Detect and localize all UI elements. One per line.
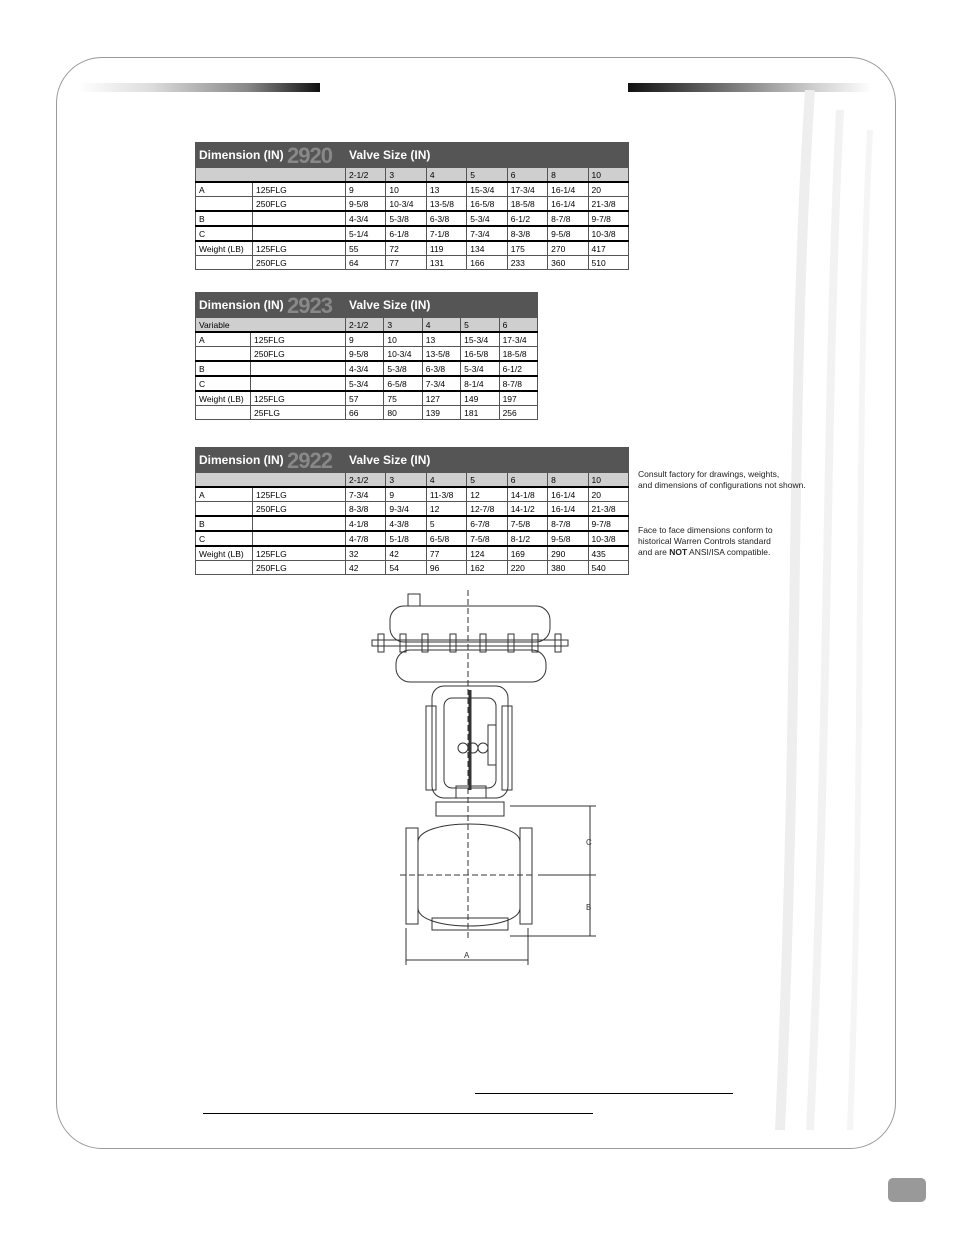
value-cell: 13-5/8 <box>422 347 460 362</box>
value-cell: 9-5/8 <box>548 531 588 546</box>
value-cell: 5-3/8 <box>384 361 422 376</box>
dimension-header <box>196 448 346 473</box>
size-cell: 4 <box>426 473 466 488</box>
value-cell: 290 <box>548 546 588 561</box>
value-cell: 72 <box>386 241 426 256</box>
size-cell: 2-1/2 <box>346 318 384 333</box>
value-cell: 42 <box>346 561 386 575</box>
dimension-title: Dimension (IN) <box>199 452 284 467</box>
valve-size-header: Valve Size (IN) <box>346 293 538 318</box>
value-cell: 66 <box>346 406 384 420</box>
value-cell: 17-3/4 <box>507 182 547 197</box>
value-cell: 233 <box>507 256 547 270</box>
value-cell: 9-5/8 <box>548 226 588 241</box>
value-cell: 13-5/8 <box>426 197 466 212</box>
sizes-row <box>196 473 629 488</box>
value-cell: 417 <box>588 241 628 256</box>
table-row <box>196 256 629 270</box>
value-cell: 8-7/8 <box>548 211 588 226</box>
size-cell: 5 <box>467 168 507 183</box>
value-cell: 5-1/4 <box>346 226 386 241</box>
dimension-title: Dimension (IN) <box>199 297 284 312</box>
flange-cell <box>253 531 346 546</box>
value-cell: 10-3/4 <box>386 197 426 212</box>
value-cell: 10 <box>384 332 422 347</box>
flange-cell: 125FLG <box>253 241 346 256</box>
dimension-cell: Weight (LB) <box>196 391 251 406</box>
value-cell: 9-5/8 <box>346 197 386 212</box>
value-cell: 6-1/2 <box>499 361 537 376</box>
value-cell: 16-5/8 <box>467 197 507 212</box>
value-cell: 9-3/4 <box>386 502 426 517</box>
dimension-cell: B <box>196 516 253 531</box>
value-cell: 7-1/8 <box>426 226 466 241</box>
value-cell: 5-1/8 <box>386 531 426 546</box>
dimension-title: Dimension (IN) <box>199 147 284 162</box>
value-cell: 175 <box>507 241 547 256</box>
dimension-cell: A <box>196 487 253 502</box>
table-2923 <box>195 292 538 420</box>
flange-cell <box>251 376 346 391</box>
value-cell: 4-1/8 <box>346 516 386 531</box>
value-cell: 5-3/4 <box>467 211 507 226</box>
value-cell: 10-3/8 <box>588 226 628 241</box>
dimension-cell: A <box>196 182 253 197</box>
flange-cell: 250FLG <box>253 561 346 575</box>
value-cell: 7-3/4 <box>346 487 386 502</box>
table-row <box>196 531 629 546</box>
table-row <box>196 226 629 241</box>
table-row <box>196 361 538 376</box>
value-cell: 42 <box>386 546 426 561</box>
size-cell: 2-1/2 <box>346 168 386 183</box>
flange-cell <box>253 226 346 241</box>
face-line-2: historical Warren Controls standard <box>638 536 771 546</box>
value-cell: 4-3/4 <box>346 211 386 226</box>
value-cell: 18-5/8 <box>507 197 547 212</box>
value-cell: 57 <box>346 391 384 406</box>
table-row <box>196 241 629 256</box>
face-note <box>638 525 773 558</box>
size-cell: 8 <box>548 168 588 183</box>
size-cell: 6 <box>499 318 537 333</box>
flange-cell: 125FLG <box>251 391 346 406</box>
value-cell: 80 <box>384 406 422 420</box>
value-cell: 8-7/8 <box>499 376 537 391</box>
flange-cell <box>253 211 346 226</box>
value-cell: 10-3/8 <box>588 531 628 546</box>
value-cell: 131 <box>426 256 466 270</box>
value-cell: 96 <box>426 561 466 575</box>
value-cell: 9-7/8 <box>588 516 628 531</box>
size-cell: 6 <box>507 473 547 488</box>
value-cell: 181 <box>461 406 499 420</box>
value-cell: 7-3/4 <box>422 376 460 391</box>
size-cell: 3 <box>384 318 422 333</box>
table-row <box>196 546 629 561</box>
value-cell: 16-1/4 <box>548 182 588 197</box>
value-cell: 540 <box>588 561 628 575</box>
underline-rule-1 <box>475 1093 733 1094</box>
value-cell: 119 <box>426 241 466 256</box>
dimension-cell: A <box>196 332 251 347</box>
valve-size-header: Valve Size (IN) <box>346 448 629 473</box>
sizes-row <box>196 318 538 333</box>
value-cell: 16-1/4 <box>548 502 588 517</box>
value-cell: 7-3/4 <box>467 226 507 241</box>
value-cell: 8-3/8 <box>507 226 547 241</box>
table-row <box>196 516 629 531</box>
table-row <box>196 211 629 226</box>
value-cell: 18-5/8 <box>499 347 537 362</box>
consult-line-1: Consult factory for drawings, weights, <box>638 469 780 479</box>
sizes-row <box>196 168 629 183</box>
dimension-cell: Weight (LB) <box>196 241 253 256</box>
value-cell: 6-7/8 <box>467 516 507 531</box>
value-cell: 139 <box>422 406 460 420</box>
size-cell: 3 <box>386 473 426 488</box>
dimension-cell: C <box>196 531 253 546</box>
page-number-tab <box>888 1178 926 1202</box>
dimension-cell <box>196 502 253 517</box>
consult-line-2: and dimensions of configurations not shown. <box>638 480 806 490</box>
value-cell: 149 <box>461 391 499 406</box>
size-cell: 8 <box>548 473 588 488</box>
value-cell: 16-1/4 <box>548 197 588 212</box>
value-cell: 9-5/8 <box>346 347 384 362</box>
value-cell: 17-3/4 <box>499 332 537 347</box>
size-cell: 4 <box>422 318 460 333</box>
flange-cell: 125FLG <box>253 546 346 561</box>
size-cell: 6 <box>507 168 547 183</box>
value-cell: 9 <box>346 182 386 197</box>
value-cell: 21-3/8 <box>588 502 628 517</box>
value-cell: 166 <box>467 256 507 270</box>
value-cell: 9 <box>386 487 426 502</box>
value-cell: 6-1/2 <box>507 211 547 226</box>
value-cell: 6-3/8 <box>426 211 466 226</box>
value-cell: 15-3/4 <box>467 182 507 197</box>
flange-cell: 125FLG <box>253 487 346 502</box>
dimension-header <box>196 293 346 318</box>
value-cell: 20 <box>588 487 628 502</box>
flange-cell <box>251 361 346 376</box>
value-cell: 6-3/8 <box>422 361 460 376</box>
value-cell: 4-7/8 <box>346 531 386 546</box>
valve-drawing <box>360 590 610 970</box>
value-cell: 435 <box>588 546 628 561</box>
table-header-row <box>196 143 629 168</box>
table-row <box>196 332 538 347</box>
value-cell: 9-7/8 <box>588 211 628 226</box>
table-header-row <box>196 448 629 473</box>
table-row <box>196 391 538 406</box>
face-line-1: Face to face dimensions conform to <box>638 525 773 535</box>
table-row <box>196 487 629 502</box>
value-cell: 16-1/4 <box>548 487 588 502</box>
value-cell: 8-1/4 <box>461 376 499 391</box>
table-row <box>196 502 629 517</box>
value-cell: 12 <box>467 487 507 502</box>
valve-size-header: Valve Size (IN) <box>346 143 629 168</box>
dimension-cell <box>196 406 251 420</box>
flange-cell <box>253 516 346 531</box>
value-cell: 127 <box>422 391 460 406</box>
variable-label <box>196 473 346 488</box>
value-cell: 197 <box>499 391 537 406</box>
model-number: 2923 <box>287 292 332 318</box>
value-cell: 169 <box>507 546 547 561</box>
value-cell: 5-3/4 <box>346 376 384 391</box>
dimension-cell: C <box>196 226 253 241</box>
value-cell: 7-5/8 <box>507 516 547 531</box>
flange-cell: 125FLG <box>251 332 346 347</box>
value-cell: 55 <box>346 241 386 256</box>
value-cell: 12 <box>426 502 466 517</box>
value-cell: 20 <box>588 182 628 197</box>
decorative-swoosh <box>770 90 890 1140</box>
value-cell: 75 <box>384 391 422 406</box>
value-cell: 8-7/8 <box>548 516 588 531</box>
value-cell: 8-1/2 <box>507 531 547 546</box>
table-row <box>196 406 538 420</box>
value-cell: 134 <box>467 241 507 256</box>
value-cell: 256 <box>499 406 537 420</box>
dimension-cell <box>196 256 253 270</box>
value-cell: 64 <box>346 256 386 270</box>
value-cell: 5 <box>426 516 466 531</box>
flange-cell: 250FLG <box>253 197 346 212</box>
value-cell: 162 <box>467 561 507 575</box>
value-cell: 220 <box>507 561 547 575</box>
value-cell: 12-7/8 <box>467 502 507 517</box>
dimension-a-label: A <box>464 951 470 960</box>
dimension-cell <box>196 347 251 362</box>
table-2922 <box>195 447 629 575</box>
value-cell: 21-3/8 <box>588 197 628 212</box>
dimension-cell: Weight (LB) <box>196 546 253 561</box>
value-cell: 6-1/8 <box>386 226 426 241</box>
value-cell: 14-1/2 <box>507 502 547 517</box>
dimension-cell: C <box>196 376 251 391</box>
dimension-header <box>196 143 346 168</box>
dimension-c-label: C <box>586 838 592 847</box>
variable-label <box>196 168 346 183</box>
dimension-cell <box>196 561 253 575</box>
dimension-cell <box>196 197 253 212</box>
size-cell: 5 <box>461 318 499 333</box>
value-cell: 124 <box>467 546 507 561</box>
not-emphasis: NOT <box>669 547 688 557</box>
face-line-3: and are NOT ANSI/ISA compatible. <box>638 547 771 557</box>
consult-note <box>638 469 806 491</box>
value-cell: 5-3/4 <box>461 361 499 376</box>
underline-rule-2 <box>203 1113 593 1114</box>
table-row <box>196 347 538 362</box>
size-cell: 5 <box>467 473 507 488</box>
table-header-row <box>196 293 538 318</box>
size-cell: 10 <box>588 168 628 183</box>
flange-cell: 250FLG <box>253 502 346 517</box>
value-cell: 32 <box>346 546 386 561</box>
value-cell: 4-3/8 <box>386 516 426 531</box>
value-cell: 16-5/8 <box>461 347 499 362</box>
size-cell: 3 <box>386 168 426 183</box>
value-cell: 13 <box>426 182 466 197</box>
model-number: 2920 <box>287 142 332 168</box>
model-number: 2922 <box>287 447 332 473</box>
value-cell: 510 <box>588 256 628 270</box>
dimension-cell: B <box>196 211 253 226</box>
header-bar-left <box>78 83 320 92</box>
value-cell: 360 <box>548 256 588 270</box>
table-2920 <box>195 142 629 270</box>
value-cell: 8-3/8 <box>346 502 386 517</box>
variable-label: Variable <box>196 318 346 333</box>
flange-cell: 250FLG <box>251 347 346 362</box>
size-cell: 4 <box>426 168 466 183</box>
table-row <box>196 376 538 391</box>
table-row <box>196 561 629 575</box>
value-cell: 77 <box>386 256 426 270</box>
value-cell: 15-3/4 <box>461 332 499 347</box>
value-cell: 9 <box>346 332 384 347</box>
value-cell: 14-1/8 <box>507 487 547 502</box>
value-cell: 13 <box>422 332 460 347</box>
value-cell: 4-3/4 <box>346 361 384 376</box>
table-row <box>196 197 629 212</box>
value-cell: 6-5/8 <box>426 531 466 546</box>
value-cell: 10-3/4 <box>384 347 422 362</box>
value-cell: 7-5/8 <box>467 531 507 546</box>
dimension-cell: B <box>196 361 251 376</box>
value-cell: 77 <box>426 546 466 561</box>
value-cell: 54 <box>386 561 426 575</box>
value-cell: 270 <box>548 241 588 256</box>
flange-cell: 25FLG <box>251 406 346 420</box>
value-cell: 6-5/8 <box>384 376 422 391</box>
value-cell: 380 <box>548 561 588 575</box>
size-cell: 10 <box>588 473 628 488</box>
value-cell: 10 <box>386 182 426 197</box>
flange-cell: 125FLG <box>253 182 346 197</box>
value-cell: 11-3/8 <box>426 487 466 502</box>
size-cell: 2-1/2 <box>346 473 386 488</box>
table-row <box>196 182 629 197</box>
dimension-b-label: B <box>586 903 592 912</box>
flange-cell: 250FLG <box>253 256 346 270</box>
value-cell: 5-3/8 <box>386 211 426 226</box>
